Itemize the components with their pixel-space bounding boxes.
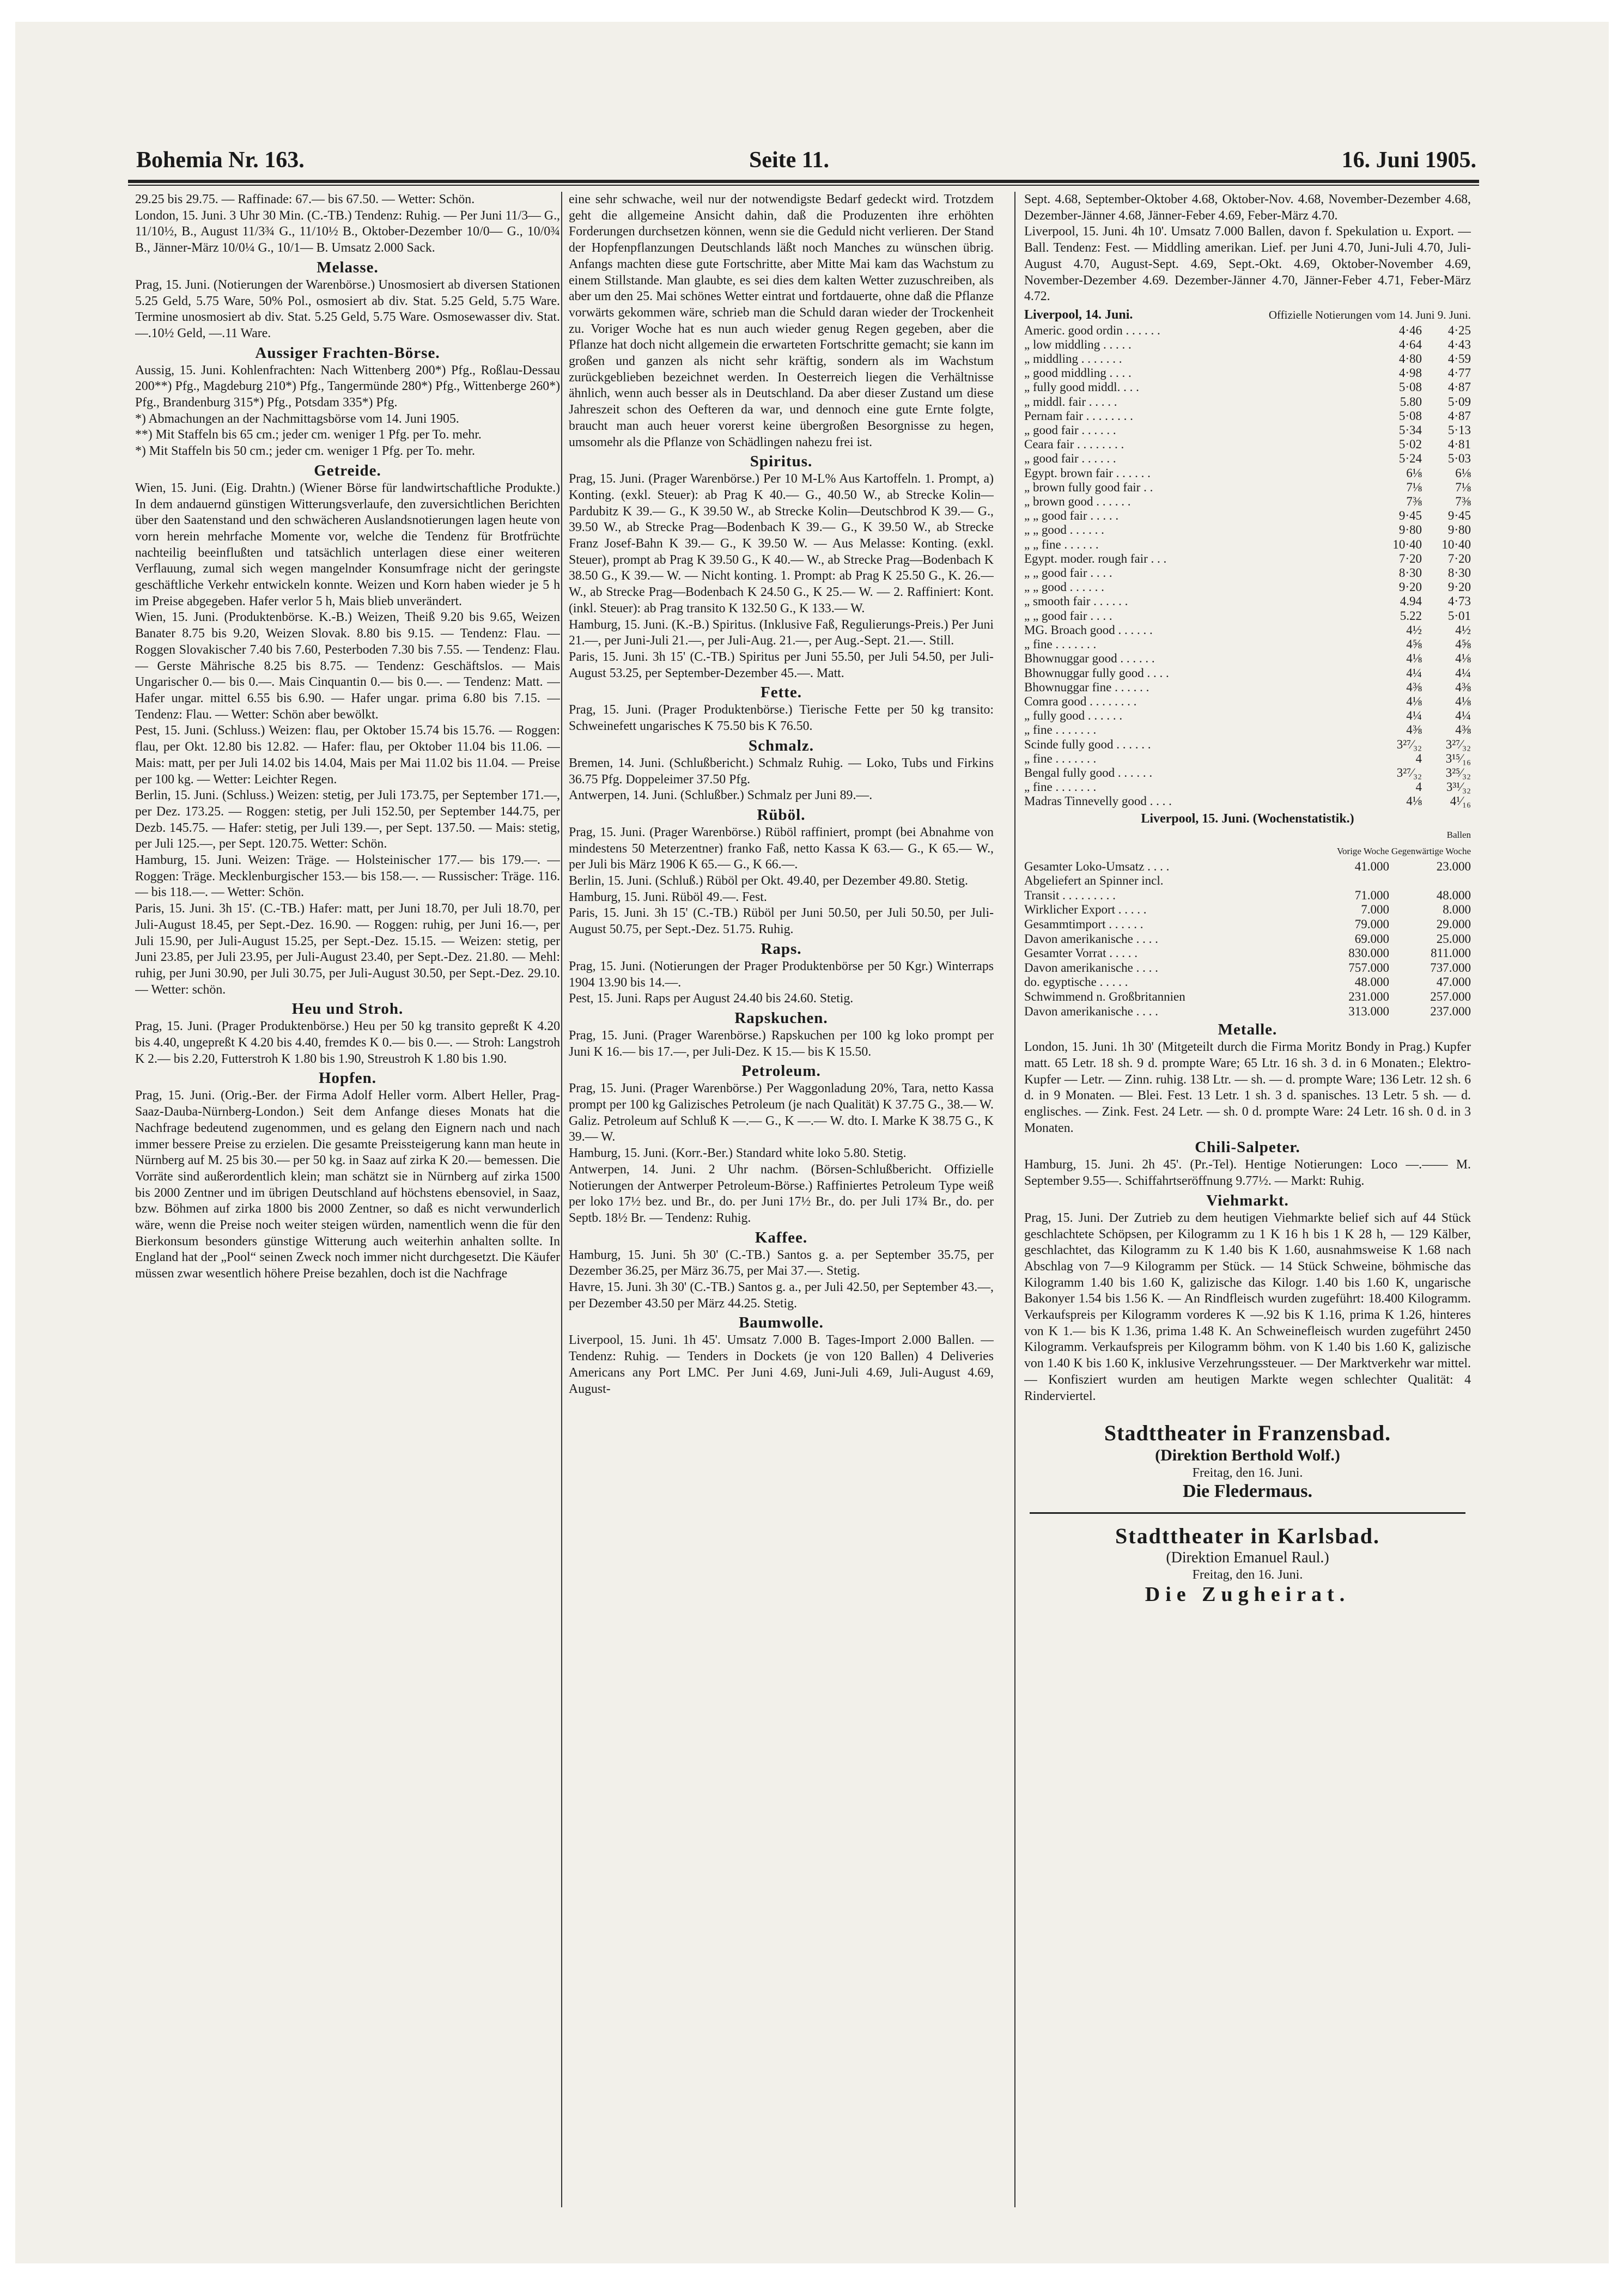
value-current: 7⅛ <box>1406 480 1422 494</box>
paragraph: Hamburg, 15. Juni. (Korr.-Ber.) Standard white loko 5.80. Stetig. <box>569 1146 907 1161</box>
value-current: 4¼ <box>1406 666 1422 680</box>
value-current: 5.22 <box>1400 608 1422 623</box>
table-row <box>1024 666 1471 680</box>
row-label: „ „ fine . . . . . . <box>1024 537 1099 551</box>
section-heading: Rapskuchen. <box>734 1009 828 1027</box>
table-row <box>1024 932 1471 947</box>
section-heading: Hopfen. <box>318 1069 377 1087</box>
row-label: Egypt. moder. rough fair . . . <box>1024 551 1167 565</box>
value-previous: 7·20 <box>1447 551 1471 565</box>
row-label: „ good fair . . . . . . <box>1024 423 1116 437</box>
row-label: Transit . . . . . . . . . <box>1024 888 1116 902</box>
value-previous: 3²⁷⁄₃₂ <box>1445 737 1471 751</box>
theater-date: Freitag, den 16. Juni. <box>1192 1466 1303 1481</box>
row-label: Davon amerikanische . . . . <box>1024 1004 1158 1018</box>
value-previous: 5·13 <box>1447 423 1471 437</box>
theater-direction: (Direktion Emanuel Raul.) <box>1166 1549 1329 1567</box>
paragraph: Hamburg, 15. Juni. Rüböl 49.—. Fest. <box>569 890 767 904</box>
table-row <box>1024 380 1471 394</box>
issue-number: Bohemia Nr. 163. <box>136 148 305 173</box>
table-row <box>1024 366 1471 380</box>
table-row <box>1024 874 1471 888</box>
table-row <box>1024 917 1471 932</box>
column-divider <box>1014 192 1015 2207</box>
paragraph: Prag, 15. Juni. (Prager Warenbörse.) Rapskuchen per 100 kg loko prompt per Juni K 16.— bis 17.—, per Juli-Dez. K 15.— bis K 15.50. <box>569 1028 994 1059</box>
row-label: Davon amerikanische . . . . <box>1024 932 1158 946</box>
paragraph: Hamburg, 15. Juni. 5h 30' (C.-TB.) Santos g. a. per September 35.75, per Dezember 36.25, per März 36.75, per Mai 37.—. Stetig. <box>569 1247 994 1279</box>
value-previous: 3³¹⁄₃₂ <box>1446 780 1471 794</box>
paragraph: Antwerpen, 14. Juni. 2 Uhr nachm. (Börsen-Schlußbericht. Offizielle Notierungen der Antwerper Petroleum-Börse.) Raffiniertes Petroleum Type weiß per loko 17½ bez. und Br., do. per Juni 17½ Br., do. per Juli 17¾ Br., do. per Septb. 18½ Br. — Tendenz: Ruhig. <box>569 1162 994 1225</box>
table-row <box>1024 509 1471 523</box>
theater-play: Die Fledermaus. <box>1183 1481 1312 1502</box>
table-row <box>1024 723 1471 737</box>
table-row <box>1024 752 1471 766</box>
section-heading: Raps. <box>761 940 802 958</box>
paragraph: Wien, 15. Juni. (Produktenbörse. K.-B.) Weizen, Theiß 9.20 bis 9.65, Weizen Banater 8.75 bis 9.20, Weizen Slovak. 8.80 bis 9.15. — Tendenz: Flau. — Roggen Slovakischer 7.40 bis 7.60, Pesterboden 7.30 bis 7.55. — Tendenz: Flau. — Gerste Mährische 8.25 bis 8.75. — Tendenz: Geschäftslos. — Mais Ungarischer 0.— bis 0.—. Mais Cinquantin 0.— bis 0.—. — Tendenz: Matt. — Hafer ungar. mittel 6.55 bis 6.90. — Hafer ungar. prima 6.80 bis 7.15. — Tendenz: Flau. — Wetter: Schön aber bewölkt. <box>135 610 560 722</box>
table-row <box>1024 888 1471 903</box>
column-2 <box>569 192 994 2218</box>
row-label: Scinde fully good . . . . . . <box>1024 737 1151 751</box>
header-rule <box>128 180 1479 183</box>
value-current: 231.000 <box>1348 989 1389 1003</box>
value-current: 4⅛ <box>1406 652 1422 666</box>
value-previous: 237.000 <box>1430 1004 1471 1018</box>
paragraph: Berlin, 15. Juni. (Schluss.) Weizen: stetig, per Juli 173.75, per September 171.—, per Dez. 173.25. — Roggen: stetig, per Juli 152.50, per September 144.75, per Dezb. 145.75. — Hafer: stetig, per Juli 139.—, per Sept. 137.50. — Mais: stetig, per Juli 125.—, per Sept. 120.75. Wetter: Schön. <box>135 788 560 851</box>
section-heading: Aussiger Frachten-Börse. <box>255 344 440 362</box>
table-row <box>1024 946 1471 961</box>
row-label: Abgeliefert an Spinner incl. <box>1024 874 1164 888</box>
section-heading: Fette. <box>760 684 802 702</box>
value-current: 5·08 <box>1398 409 1422 423</box>
table-row <box>1024 961 1471 976</box>
paragraph: Antwerpen, 14. Juni. (Schlußber.) Schmalz per Juni 89.—. <box>569 788 873 803</box>
paragraph: Havre, 15. Juni. 3h 30' (C.-TB.) Santos g. a., per Juli 42.50, per September 43.—, per Dezember 43.50 per März 44.25. Stetig. <box>569 1280 994 1311</box>
section-heading: Heu und Stroh. <box>291 1000 404 1018</box>
value-current: 7·20 <box>1398 551 1422 565</box>
value-previous: 6⅛ <box>1455 466 1471 480</box>
value-current: 5·08 <box>1398 380 1422 394</box>
value-current: 9·45 <box>1398 509 1422 523</box>
value-previous: 4·59 <box>1447 352 1471 366</box>
paragraph: Pest, 15. Juni. (Schluss.) Weizen: flau, per Oktober 15.74 bis 15.76. — Roggen: flau, per Okt. 12.80 bis 12.82. — Hafer: flau, per Oktober 11.04 bis 11.06. — Mais: matt, per per Juli 14.02 bis 14.04, Mais per Mai 11.02 bis 11.04. — Preise per 100 kg. — Wetter: Leichter Regen. <box>135 723 560 787</box>
value-current <box>1307 874 1389 888</box>
value-previous: 29.000 <box>1436 917 1471 932</box>
value-previous: 4⅛ <box>1455 652 1471 666</box>
paragraph: Wien, 15. Juni. (Eig. Drahtn.) (Wiener Börse für landwirtschaftliche Produkte.) In dem andauernd günstigen Witterungsverlaufe, den zuversichtlichen Berichten über den Saatenstand und den schwächeren Auslandsnotierungen lagen heute von vorn herein mehrfache Momente vor, welche die Tendenz für Brotfrüchte nachteilig beeinflußten und tatsächlich unterlagen diese einer weiteren Verflauung, zumal sich wegen mangelnder Konsumfrage nicht der geringste geschäftliche Verkehr entwickeln konnte. Weizen und Korn haben wieder je 5 h im Preise abgegeben. Hafer verlor 5 h, Mais blieb unverändert. <box>135 480 560 608</box>
column-divider <box>561 192 562 2207</box>
row-label: Comra good . . . . . . . . <box>1024 694 1137 708</box>
value-previous: 4⅛ <box>1455 694 1471 708</box>
cotton-table-place: Liverpool, 14. Juni. <box>1024 307 1133 322</box>
row-label: Gesamter Loko-Umsatz . . . . <box>1024 859 1170 873</box>
table-row <box>1024 409 1471 423</box>
value-previous: 737.000 <box>1430 960 1471 975</box>
section-heading: Kaffee. <box>755 1228 808 1246</box>
table-row <box>1024 495 1471 509</box>
section-heading: Rüböl. <box>757 806 806 824</box>
paragraph: Pest, 15. Juni. Raps per August 24.40 bis 24.60. Stetig. <box>569 991 854 1006</box>
row-label: Wirklicher Export . . . . . <box>1024 903 1147 917</box>
paragraph: Aussig, 15. Juni. Kohlenfrachten: Nach Wittenberg 200*) Pfg., Roßlau-Dessau 200**) Pfg., Magdeburg 210*) Pfg., Tangermünde 280*) Pfg., Wittenberge 260*) Pfg., Brandenburg 315*) Pfg., Potsdam 335*) Pfg. <box>135 363 560 410</box>
cotton-price-table <box>1024 324 1471 809</box>
table-row <box>1024 580 1471 594</box>
value-previous: 5·03 <box>1447 452 1471 466</box>
value-previous: 4¹⁄₁₆ <box>1450 794 1471 808</box>
footnote: *) Mit Staffeln bis 50 cm.; jeder cm. weniger 1 Pfg. per To. mehr. <box>135 444 475 459</box>
value-previous: 9·45 <box>1447 509 1471 523</box>
theater-play: Die Zugheirat. <box>1145 1583 1351 1606</box>
cotton-table-columns: Offizielle Notierungen vom 14. Juni 9. Juni. <box>1268 308 1471 321</box>
value-current: 6⅛ <box>1406 466 1422 480</box>
issue-date: 16. Juni 1905. <box>1341 148 1476 173</box>
row-label: Schwimmend n. Großbritannien <box>1024 989 1185 1003</box>
value-current: 4·80 <box>1398 352 1422 366</box>
value-current: 48.000 <box>1354 975 1389 989</box>
paragraph: Paris, 15. Juni. 3h 15' (C.-TB.) Rüböl per Juni 50.50, per Juli 50.50, per Juli-August 50.75, per Sept.-Dez. 51.75. Ruhig. <box>569 906 994 937</box>
value-previous: 8.000 <box>1443 903 1471 917</box>
table-row <box>1024 975 1471 990</box>
value-previous: 4¼ <box>1455 666 1471 680</box>
value-previous: 48.000 <box>1436 888 1471 902</box>
value-current: 4⅝ <box>1406 637 1422 652</box>
table-row <box>1024 594 1471 608</box>
paragraph: Prag, 15. Juni. (Notierungen der Warenbörse.) Unosmosiert ab diversen Stationen 5.25 Geld, 5.75 Ware, 50% Pol., osmosiert ab div. Stat. 5.25 Geld, 5.75 Ware. Termine unosmosiert ab div. Stat. 5.25 Geld, 5.75 Ware. Osmosewasser div. Stat. —.10½ Geld, —.11 Ware. <box>135 277 560 340</box>
table-row <box>1024 437 1471 452</box>
value-current: 5.80 <box>1400 394 1422 409</box>
value-previous: 4⅜ <box>1455 723 1471 737</box>
row-label: „ „ good . . . . . . <box>1024 580 1104 594</box>
paragraph: Berlin, 15. Juni. (Schluß.) Rüböl per Okt. 49.40, per Dezember 49.80. Stetig. <box>569 874 968 888</box>
value-current: 313.000 <box>1348 1004 1389 1018</box>
value-previous: 4·43 <box>1447 337 1471 351</box>
table-row <box>1024 695 1471 709</box>
value-previous: 4·87 <box>1447 409 1471 423</box>
row-label: MG. Broach good . . . . . . <box>1024 623 1153 637</box>
value-current: 3²⁷⁄₃₂ <box>1396 765 1422 780</box>
value-current: 4½ <box>1406 623 1422 637</box>
value-previous: 7⅜ <box>1455 495 1471 509</box>
value-previous: 23.000 <box>1436 859 1471 873</box>
table-row <box>1024 794 1471 808</box>
row-label: „ fine . . . . . . . <box>1024 751 1097 765</box>
paragraph: Prag, 15. Juni. (Prager Warenbörse.) Per Waggonladung 20%, Tara, netto Kassa prompt per 100 kg Galizisches Petroleum (je nach Qualität) K 37.75 G., 38.— W. Galiz. Petroleum auf Schluß K —.— G., K —.— W. dto. I. Marke K 38.75 G., K 39.— W. <box>569 1081 994 1144</box>
table-row <box>1024 452 1471 466</box>
row-label: „ fully good . . . . . . <box>1024 709 1123 723</box>
theater-date: Freitag, den 16. Juni. <box>1192 1568 1303 1582</box>
paragraph: Sept. 4.68, September-Oktober 4.68, Oktober-Nov. 4.68, November-Dezember 4.68, Dezember-Jänner 4.68, Jänner-Feber 4.69, Feber-März 4.70. <box>1024 192 1471 223</box>
paragraph: Prag, 15. Juni. (Notierungen der Prager Produktenbörse per 50 Kgr.) Winterraps 1904 13.90 bis 14.—. <box>569 959 994 990</box>
stat-heading: Liverpool, 15. Juni. (Wochenstatistik.) <box>1141 811 1354 826</box>
paragraph: Prag, 15. Juni. (Prager Warenbörse.) Rüböl raffiniert, prompt (bei Abnahme von mindestens 50 Meterzentner) franko Faß, netto Kassa K 63.— G., K 65.— W., per Juli bis März 1906 K 65.— G., K 66.—. <box>569 825 994 872</box>
row-label: Pernam fair . . . . . . . . <box>1024 409 1133 423</box>
value-current: 4⅛ <box>1406 694 1422 708</box>
section-heading: Chili-Salpeter. <box>1195 1139 1300 1156</box>
value-current: 757.000 <box>1348 960 1389 975</box>
table-row <box>1024 480 1471 495</box>
value-current: 4·98 <box>1398 366 1422 380</box>
table-row <box>1024 395 1471 409</box>
theater-notice-karlsbad <box>1024 1524 1471 1606</box>
value-current: 9·80 <box>1398 523 1422 537</box>
stat-unit: Ballen <box>1446 830 1471 841</box>
section-heading: Metalle. <box>1218 1021 1278 1039</box>
value-previous: 4⅝ <box>1455 637 1471 652</box>
section-heading: Schmalz. <box>749 736 814 754</box>
table-row <box>1024 423 1471 437</box>
value-previous: 47.000 <box>1436 975 1471 989</box>
table-row <box>1024 609 1471 623</box>
value-previous: 3²⁵⁄₃₂ <box>1445 765 1471 780</box>
table-row <box>1024 324 1471 338</box>
value-previous: 4·25 <box>1447 323 1471 337</box>
paragraph: Paris, 15. Juni. 3h 15' (C.-TB.) Spiritus per Juni 55.50, per Juli 54.50, per Juli-August 53.25, per September-Dezember 45.—. Matt. <box>569 649 994 680</box>
value-previous: 9·80 <box>1447 523 1471 537</box>
value-current: 3²⁷⁄₃₂ <box>1396 737 1422 751</box>
row-label: „ middl. fair . . . . . <box>1024 394 1117 409</box>
value-current: 5·24 <box>1398 452 1422 466</box>
table-row <box>1024 538 1471 552</box>
value-previous: 257.000 <box>1430 989 1471 1003</box>
value-current: 9·20 <box>1398 580 1422 594</box>
row-label: „ brown good . . . . . . <box>1024 495 1131 509</box>
row-label: „ smooth fair . . . . . . <box>1024 594 1128 608</box>
row-label: Madras Tinnevelly good . . . . <box>1024 794 1172 808</box>
value-previous: 10·40 <box>1441 537 1471 551</box>
value-previous <box>1389 874 1471 888</box>
value-previous: 4·73 <box>1447 594 1471 608</box>
value-previous: 25.000 <box>1436 932 1471 946</box>
table-row <box>1024 1004 1471 1019</box>
section-heading: Viehmarkt. <box>1206 1191 1289 1209</box>
paragraph: Liverpool, 15. Juni. 4h 10'. Umsatz 7.000 Ballen, davon f. Spekulation u. Export. — Ball. Tendenz: Fest. — Middling amerikan. Lief. per Juni 4.70, Juni-Juli 4.70, Juli-August 4.70, August-Sept. 4.69, Sept.-Okt. 4.69, Oktober-November 4.69, November-Dezember 4.69. Dezember-Jänner 4.70, Jänner-Feber 4.71, Feber-März 4.72. <box>1024 224 1471 304</box>
table-row <box>1024 637 1471 652</box>
value-current: 5·02 <box>1398 437 1422 452</box>
value-current: 4⅛ <box>1406 794 1422 808</box>
table-row <box>1024 738 1471 752</box>
row-label: „ brown fully good fair . . <box>1024 480 1153 494</box>
value-previous: 4¼ <box>1455 709 1471 723</box>
value-current: 4⅜ <box>1406 723 1422 737</box>
value-previous: 5·01 <box>1447 608 1471 623</box>
paragraph: Hamburg, 15. Juni. 2h 45'. (Pr.-Tel). Hentige Notierungen: Loco —.—— M. September 9.55—. Schiffahrtseröffnung 9.77½. — Markt: Ruhig. <box>1024 1158 1471 1189</box>
notice-divider <box>1030 1512 1465 1514</box>
table-row <box>1024 766 1471 780</box>
table-row <box>1024 552 1471 566</box>
paragraph: Liverpool, 15. Juni. 1h 45'. Umsatz 7.000 B. Tages-Import 2.000 Ballen. — Tendenz: Ruhig. — Tenders in Dockets (je von 120 Ballen) 4 Deliveries Americans any Port LMC. Per Juni 4.69, Juni-Juli 4.69, Juli-August 4.69, August- <box>569 1333 994 1396</box>
value-current: 4 <box>1415 780 1422 794</box>
value-current: 7.000 <box>1361 903 1389 917</box>
section-heading: Melasse. <box>317 258 379 276</box>
row-label: Gesammtimport . . . . . . <box>1024 917 1144 932</box>
value-current: 5·34 <box>1398 423 1422 437</box>
paragraph: Prag, 15. Juni. (Orig.-Ber. der Firma Adolf Heller vorm. Albert Heller, Prag-Saaz-Dauba-Nürnberg-London.) Seit dem Anfange dieses Monats hat die Nachfrage bedeutend zugenommen, und es gelang den Eignern nach und nach immer bessere Preise zu erzielen. Die gesamte Preissteigerung kann man heute in Nürnberg auf M. 25 bis 30.— per 50 kg. in Saaz auf zirka K 20.— bemessen. Die Vorräte sind außerordentlich klein; man schätzt sie in Nürnberg auf zirka 1500 bis 2000 Zentner und im übrigen Deutschland auf höchstens ebensoviel, in Saaz, bzw. Böhmen auf zirka 1800 bis 2000 Zentner, so daß es nicht verwunderlich wäre, wenn die Preise noch weiter steigen würden, namentlich wenn die für den Bierkonsum besonders günstige Witterung auch weiterhin anhalten sollte. In England hat der „Pool“ seinen Zweck noch immer nicht durchgesetzt. Die Käufer müssen zwar wesentlich höhere Preise bezahlen, doch ist die Nachfrage <box>135 1088 560 1281</box>
value-current: 7⅜ <box>1406 495 1422 509</box>
section-heading: Petroleum. <box>741 1062 821 1080</box>
table-row <box>1024 566 1471 580</box>
value-current: 41.000 <box>1354 859 1389 873</box>
column-1 <box>135 192 560 2218</box>
table-row <box>1024 623 1471 637</box>
row-label: Bhownuggar fully good . . . . <box>1024 666 1169 680</box>
row-label: Davon amerikanische . . . . <box>1024 960 1158 975</box>
row-label: „ fine . . . . . . . <box>1024 723 1097 737</box>
header-rule-thin <box>128 185 1479 186</box>
theater-notice-franzensbad <box>1024 1421 1471 1502</box>
paragraph: Bremen, 14. Juni. (Schlußbericht.) Schmalz Ruhig. — Loko, Tubs und Firkins 36.75 Pfg. Doppeleimer 37.50 Pfg. <box>569 756 994 787</box>
weekly-statistics-table <box>1024 860 1471 1019</box>
value-previous: 811.000 <box>1431 946 1471 960</box>
row-label: „ „ good fair . . . . <box>1024 566 1112 580</box>
value-current: 4 <box>1415 751 1422 765</box>
value-previous: 3¹⁵⁄₁₆ <box>1445 751 1471 765</box>
table-row <box>1024 466 1471 480</box>
value-previous: 4½ <box>1455 623 1471 637</box>
theater-direction: (Direktion Berthold Wolf.) <box>1155 1446 1340 1465</box>
table-row <box>1024 860 1471 874</box>
row-label: Ceara fair . . . . . . . . <box>1024 437 1124 452</box>
value-current: 4.94 <box>1400 594 1422 608</box>
paragraph: Hamburg, 15. Juni. (K.-B.) Spiritus. (Inklusive Faß, Regulierungs-Preis.) Per Juni 21.—, per Juni-Juli 21.—, per Juli-Aug. 21.—, per Aug.-Sept. 21.—. Still. <box>569 617 994 648</box>
table-row <box>1024 780 1471 794</box>
paragraph: 29.25 bis 29.75. — Raffinade: 67.— bis 67.50. — Wetter: Schön. <box>135 192 475 206</box>
value-current: 830.000 <box>1348 946 1389 960</box>
row-label: „ good middling . . . . <box>1024 366 1132 380</box>
row-label: „ „ good fair . . . . . <box>1024 509 1119 523</box>
value-previous: 4·87 <box>1447 380 1471 394</box>
paragraph: Hamburg, 15. Juni. Weizen: Träge. — Holsteinischer 177.— bis 179.—. — Roggen: Träge. Mecklenburgischer 153.— bis 158.—. — Russischer: Träge. 116.— bis 118.—. — Wetter: Schön. <box>135 853 560 900</box>
row-label: „ fine . . . . . . . <box>1024 780 1097 794</box>
footnote: *) Abmachungen an der Nachmittagsbörse vom 14. Juni 1905. <box>135 411 459 426</box>
value-current: 4·64 <box>1398 337 1422 351</box>
value-current: 4⅜ <box>1406 680 1422 694</box>
paragraph: Prag, 15. Juni. Der Zutrieb zu dem heutigen Viehmarkte belief sich auf 44 Stück geschlachtete Schöpsen, per Kilogramm zu 1 K 16 h bis 1 K 28 h, — 129 Kälber, geschlachtet, das Kilogramm zu K 1.40 bis K 1.60, ausnahmsweise K 1.68 nach Abschlag von 7—9 Kilogramm per Stück. — 14 Stück Schweine, böhmische das Kilogramm 1.40 bis 1.60 K, galizische das Kilogr. 1.40 bis 1.60 K, ungarische Bakonyer 1.54 bis 1.56 K. — An Rindfleisch wurden zugeführt: 18.400 Kilogramm. Verkaufspreis per Kilogramm vorderes K —.92 bis K 1.16, prima K 1.26, hinteres von K 1.— bis K 1.36, prima 1.48 K. An Schweinefleisch wurden zugeführt 2450 Kilogramm. Verkaufspreis per Kilogramm böhm. von K 1.40 bis 1.60 K, galizische von 1.40 K bis 1.60 K, inklusive Verzehrungssteuer. — Der Marktverkehr war mittel. — Konfisziert wurden am heutigen Markte wegen schlechter Qualität: 4 Rinderviertel. <box>1024 1210 1471 1403</box>
row-label: „ low middling . . . . . <box>1024 337 1132 351</box>
paragraph: Prag, 15. Juni. (Prager Produktenbörse.) Heu per 50 kg transito gepreßt K 4.20 bis 4.40, ungepreßt K 4.20 bis 4.40, fremdes K 0.— bis 0.—. — Stroh: Langstroh K 2.— bis 2.20, Futterstroh K 1.80 bis 1.90, Streustroh K 1.80 bis 1.90. <box>135 1019 560 1066</box>
row-label: „ fine . . . . . . . <box>1024 637 1097 652</box>
cotton-table-heading <box>1024 307 1471 324</box>
table-row <box>1024 352 1471 366</box>
row-label: Americ. good ordin . . . . . . <box>1024 323 1160 337</box>
table-row <box>1024 709 1471 723</box>
table-row <box>1024 990 1471 1004</box>
section-heading: Getreide. <box>314 461 381 479</box>
paragraph: London, 15. Juni. 1h 30' (Mitgeteilt durch die Firma Moritz Bondy in Prag.) Kupfer matt. 65 Letr. 18 sh. 9 d. prompte Ware; 65 Ltr. 16 sh. 3 d. in 6 Monaten.; Elektro-Kupfer — Letr. — Zinn. ruhig. 138 Ltr. — sh. — d. prompte Ware; 136 Letr. 12 sh. 6 d. in 9 Monaten. — Blei. Fest. 13 Letr. 1 sh. 3 d. spanisches. 13 Letr. 5 sh. — d. englisches. — Zink. Fest. 24 Letr. — sh. 0 d. prompte Ware: 24 Letr. 16 sh. 0 d. in 3 Monaten. <box>1024 1040 1471 1135</box>
paragraph: eine sehr schwache, weil nur der notwendigste Bedarf gedeckt wird. Trotzdem geht die allgemeine Ansicht dahin, daß die Produzenten ihre erhöhten Forderungen durchsetzen können, wenn sie die Geduld nicht verlieren. Der Stand der Hopfenpflanzungen Deutschlands läßt noch Manches zu wünschen übrig. Anfangs machten diese gute Fortschritte, aber Mitte Mai kam das Wachstum zu einem Stillstande. Man glaubte, es sei dies dem kalten Wetter zuzuschreiben, als aber um den 25. Mai schönes Wetter eintrat und fortdauerte, ohne daß die Pflanze vorwärts gekommen wäre, schrieb man die Schuld daran wieder der Trockenheit zu. Voriger Woche hat es nun auch wieder genug Regen gegeben, aber die Pflanze hat doch nicht allgemein die erwarteten Fortschritte gemacht; sie kann im großen und ganzen als nicht sehr kräftig, sondern als im Wachstum zurückgeblieben bezeichnet werden. In Oesterreich liegen die Verhältnisse ähnlich, wenn auch besser als in Deutschland. Da aber dieser Zustand um diese Jahreszeit schon des Oefteren da war, und dennoch eine gute Ernte folgte, braucht man auch heuer vorerst keine übergroßen Besorgnisse zu hegen, umsomehr als die Pflanze von Schädlingen nahezu frei ist. <box>569 192 994 449</box>
value-current: 10·40 <box>1392 537 1422 551</box>
page-number: Seite 11. <box>749 148 829 173</box>
table-row <box>1024 338 1471 352</box>
row-label: „ „ good . . . . . . <box>1024 523 1104 537</box>
paragraph: Prag, 15. Juni. (Prager Produktenbörse.) Tierische Fette per 50 kg transito: Schweinefett ungarisches K 75.50 bis K 76.50. <box>569 703 994 734</box>
value-current: 8·30 <box>1398 566 1422 580</box>
value-previous: 9·20 <box>1447 580 1471 594</box>
row-label: Gesamter Vorrat . . . . . <box>1024 946 1138 960</box>
section-heading: Spiritus. <box>750 453 813 471</box>
value-previous: 4·81 <box>1447 437 1471 452</box>
paragraph: Paris, 15. Juni. 3h 15'. (C.-TB.) Hafer: matt, per Juni 18.70, per Juli 18.70, per Juli-August 18.45, per Sept.-Dez. 16.90. — Roggen: ruhig, per Juni 16.—, per Juli 15.90, per Juli-August 15.25, per Sept.-Dez. 15.15. — Weizen: stetig, per Juni 23.85, per Juli 23.95, per Juli-August 23.40, per Sept.-Dez. 21.80. — Mehl: ruhig, per Juni 30.90, per Juli 30.75, per Juli-August 30.50, per Sept.-Dez. 29.10. — Wetter: schön. <box>135 902 560 997</box>
row-label: „ good fair . . . . . . <box>1024 452 1116 466</box>
footnote: **) Mit Staffeln bis 65 cm.; jeder cm. weniger 1 Pfg. per To. mehr. <box>135 428 482 442</box>
value-current: 71.000 <box>1354 888 1389 902</box>
row-label: „ middling . . . . . . . <box>1024 352 1122 366</box>
row-label: Bhownuggar good . . . . . . <box>1024 652 1155 666</box>
row-label: Egypt. brown fair . . . . . . <box>1024 466 1151 480</box>
table-row <box>1024 652 1471 666</box>
value-previous: 5·09 <box>1447 394 1471 409</box>
value-previous: 4⅜ <box>1455 680 1471 694</box>
row-label: Bhownuggar fine . . . . . . <box>1024 680 1149 694</box>
row-label: do. egyptische . . . . . <box>1024 975 1128 989</box>
value-previous: 8·30 <box>1447 566 1471 580</box>
table-row <box>1024 903 1471 917</box>
paragraph: Prag, 15. Juni. (Prager Warenbörse.) Per 10 M-L% Aus Kartoffeln. 1. Prompt, a) Konting. (exkl. Steuer): ab Prag K 40.— G., 40.50 W., ab Strecke Kolin—Pardubitz K 39.— G., K 39.50 W., ab Strecke Kolin—Deutschbrod K 39.— G., 39.50 W., ab Strecke Prag—Bodenbach K 39.— G., K 39.50 W., ab Strecke Franz Josef-Bahn K 39.— G., K 39.50 W. — Aus Melasse: Konting. (exkl. Steuer), prompt ab Prag K 39.50 G., K 40.— W., ab Strecke Prag—Bodenbach K 38.50 G., K 39.— W. — Nicht konting. 1. Prompt: ab Prag K 25.50 G., K. 26.— W., ab Strecke Prag—Bodenbach K 24.50 G., K 25.— W. — 2. Raffiniert: Kont. (inkl. Steuer): ab Prag transito K 132.50 G., K 133.— W. <box>569 472 994 616</box>
value-current: 4·46 <box>1398 323 1422 337</box>
row-label: „ „ good fair . . . . <box>1024 608 1112 623</box>
row-label: Bengal fully good . . . . . . <box>1024 765 1153 780</box>
row-label: „ fully good middl. . . . <box>1024 380 1139 394</box>
column-3 <box>1024 192 1471 2218</box>
value-current: 79.000 <box>1354 917 1389 932</box>
value-previous: 4·77 <box>1447 366 1471 380</box>
value-current: 4¼ <box>1406 709 1422 723</box>
value-previous: 7⅛ <box>1455 480 1471 494</box>
section-heading: Baumwolle. <box>739 1314 824 1332</box>
table-row <box>1024 523 1471 537</box>
paragraph: London, 15. Juni. 3 Uhr 30 Min. (C.-TB.) Tendenz: Ruhig. — Per Juni 11/3— G., 11/10½, B., August 11/3¾ G., 11/10½ B., Oktober-Dezember 10/0— G., 10/0¾ B., Jänner-März 10/0¼ G., 10/1— B. Umsatz 2.000 Sack. <box>135 208 560 255</box>
theater-title: Stadttheater in Karlsbad. <box>1115 1524 1380 1549</box>
theater-title: Stadttheater in Franzensbad. <box>1104 1421 1391 1446</box>
stat-columns: Vorige Woche Gegenwärtige Woche <box>1336 845 1471 856</box>
table-row <box>1024 680 1471 695</box>
value-current: 69.000 <box>1354 932 1389 946</box>
